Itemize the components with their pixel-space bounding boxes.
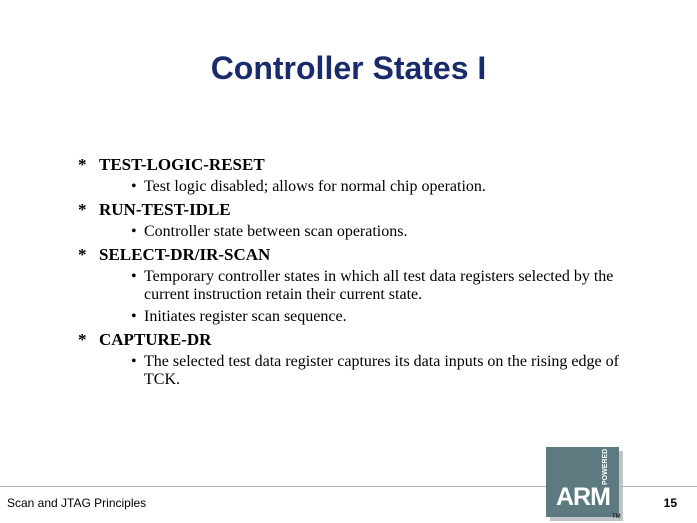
bullet-marker: * (78, 200, 87, 219)
bullet-label: TEST-LOGIC-RESET (99, 155, 265, 174)
sub-bullet-text: Test logic disabled; allows for normal chip operation. (144, 178, 486, 195)
sub-bullet-text: The selected test data register captures its data inputs on the rising edge of TCK. (144, 353, 619, 388)
logo-text: ARM (556, 483, 610, 511)
sub-bullet-item (131, 308, 636, 326)
page-number: 15 (663, 496, 677, 510)
sub-bullet-marker: • (131, 353, 137, 370)
bullet-label: CAPTURE-DR (99, 330, 212, 349)
bullet-marker: * (78, 245, 87, 264)
logo-tagline: POWERED (602, 448, 609, 485)
sub-bullet-text: Temporary controller states in which all test data registers selected by the current instruction retain their current state. (144, 268, 614, 303)
slide-title: Controller States I (210, 50, 487, 86)
sub-bullet-item (131, 268, 636, 304)
sub-bullet-marker: • (131, 223, 137, 240)
sub-bullet-marker: • (131, 268, 137, 285)
bullet-label: SELECT-DR/IR-SCAN (99, 245, 271, 264)
sub-bullet-item (131, 223, 636, 241)
bullet-item (78, 330, 638, 353)
sub-bullet-item (131, 178, 636, 196)
sub-bullet-text: Initiates register scan sequence. (144, 308, 347, 325)
sub-bullet-text: Controller state between scan operations. (144, 223, 408, 240)
bullet-item (78, 155, 638, 178)
bullet-list (78, 155, 638, 393)
bullet-marker: * (78, 330, 87, 349)
bullet-label: RUN-TEST-IDLE (99, 200, 231, 219)
sub-bullet-marker: • (131, 308, 137, 325)
bullet-marker: * (78, 155, 87, 174)
bullet-item (78, 245, 638, 268)
sub-bullet-item (131, 353, 636, 389)
sub-bullet-marker: • (131, 178, 137, 195)
bullet-item (78, 200, 638, 223)
arm-powered-logo (546, 447, 619, 517)
footer-title: Scan and JTAG Principles (7, 496, 147, 510)
trademark-mark: TM (612, 514, 621, 520)
